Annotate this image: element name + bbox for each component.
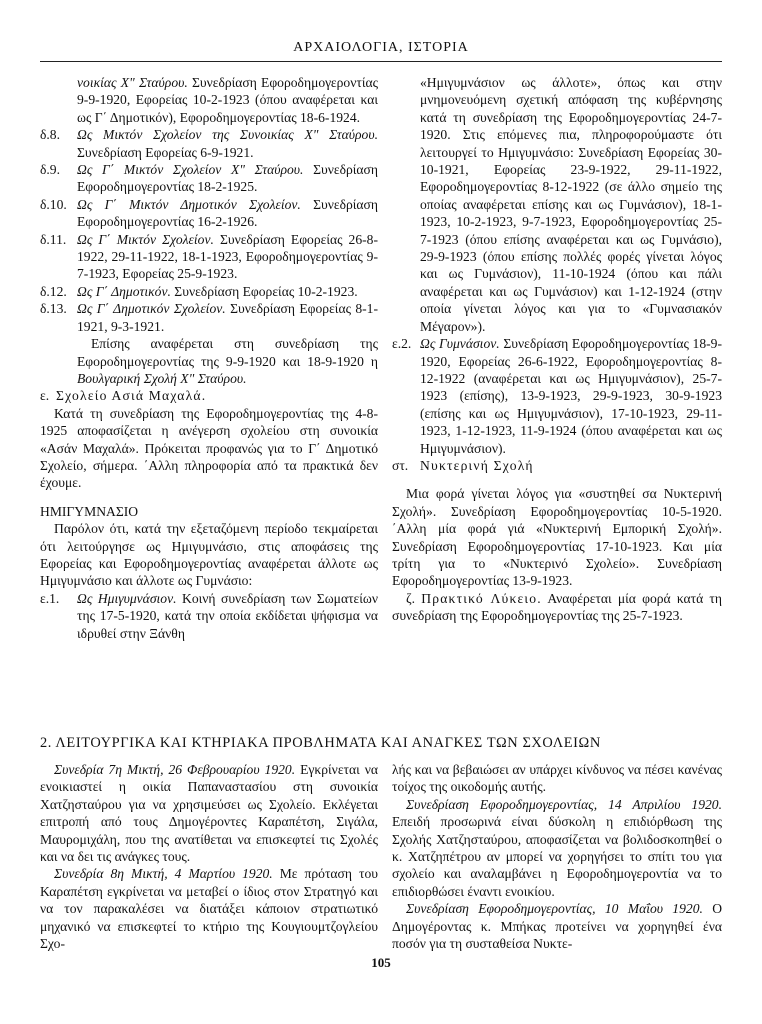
list-item (40, 300, 378, 387)
right-column-top (392, 74, 722, 625)
paragraph (40, 761, 378, 865)
item-body: Συνεδρίαση Εφορείας 6-9-1921. (77, 144, 254, 160)
item-text (420, 335, 722, 457)
item-label: ε. (40, 388, 50, 404)
list-item (40, 126, 378, 161)
item-label: δ.10. (40, 196, 67, 212)
item-label: ε.1. (40, 590, 60, 606)
note-text: Επίσης αναφέρεται στη συνεδρίαση της Εφοροδημογεροντίας της 9-9-1920 και 18-9-1920 η (77, 336, 378, 369)
item-label: στ. (392, 457, 409, 473)
paragraph (392, 796, 722, 900)
item-title: Ως Γ΄ Δημοτικόν. (77, 283, 171, 299)
item-label: δ.13. (40, 301, 67, 317)
item-text (77, 300, 378, 387)
list-item (40, 196, 378, 231)
item-label: ζ. (406, 590, 416, 606)
item-body: Κοινή συνεδρίαση των Σωματείων της 17-5-1920, κατά την οποία εκδίδεται ψήφισμα να ιδρυθεί στην Ξάνθη (77, 590, 378, 641)
header-rule (40, 61, 722, 62)
item-label: δ.12. (40, 283, 67, 299)
list-item (40, 231, 378, 283)
item-title: Ως Γ΄ Δημοτικόν Σχολείον. (77, 301, 226, 317)
italic-phrase: Συνεδρία 7η Μικτή, 26 Φεβρουαρίου 1920. (54, 762, 296, 777)
italic-phrase: Συνεδρία 8η Μικτή, 4 Μαρτίου 1920. (54, 866, 273, 882)
continued-paragraph: «Ημιγυμνάσιον ως άλλοτε», όπως και στην μνημονευόμενη σχετική απόφαση της κυβέρνησης κατά τη συνεδρίαση της Εφοροδημογεροντίας 24-7-1920. Στις επόμενες πια, πληροφορούμαστε ότι λειτουργεί το Ημιγυμνάσιο: Συνεδρίαση Εφορείας 30-10-1921, Εφορείας 23-9-1922, 29-11-1922, Εφοροδημογεροντίας 8-12-1922 (σε άλλο σημείο της οποίας αναφέρεται επίσης και ως Γυμνάσιον), 18-1-1923, 10-2-1923, 9-7-1923, Εφοροδημογεροντίας 25-7-1923 (όπου επίσης αναφέρεται και ως Γυμνάσιο), 29-9-1923 (όπου επίσης πολλές φορές γίνεται λόγος και ως Γυμνάσιον), 11-10-1924 (όπου και πάλι αναφέρεται και ως Γυμνάσιον) και 1-12-1924 (στην οποία γίνεται λόγος και για το «Γυμνασιακόν Μέγαρον»). (420, 75, 722, 334)
item-title: Σχολείο Ασιά Μαχαλά. (56, 388, 207, 404)
list-item (392, 335, 722, 457)
item-body: Συνεδρίαση Εφορείας 26-8-1922, 29-11-1922, 18-1-1923, Εφοροδημογεροντίας 9-7-1923, Εφορείας 25-9-1923. (77, 231, 378, 282)
item-text (77, 126, 378, 161)
paragraph-text: Επειδή προσωρινά είναι δύσκολη η επιδιόρθωση της Σχολής Χατζησταύρου, αποφασίζεται να βολιδοσκοπηθεί ο κ. Χατζηπέτρου αν μπορεί να χορηγήσει το σπίτι του για σχολείο και αναλαμβάνει η Εφοροδημογεροντία να το επιδιορθώσει έναντι ενοικίου. (392, 814, 722, 899)
item-text (77, 283, 378, 300)
continued-paragraph: λής και να βεβαιώσει αν υπάρχει κίνδυνος να πέσει κανένας τοίχος της οικοδομής αυτής. (392, 762, 722, 795)
list-item (40, 590, 378, 642)
item-body: Συνεδρίαση Εφοροδημογεροντίας 16-2-1926. (77, 196, 378, 230)
paragraph-text: Εγκρίνεται να ενοικιαστεί η οικία Παπαναστασίου στη συνοικία Χατζησταύρου για να χρησιμεύσει ως Σχολείο. Εκλέγεται επιτροπή από τους Δημογέροντες Καραπέτση, Σιγάλα, Μαυρομιχάλη, που της ανατίθεται να επισκεφτεί τις Σχολές και να δει τις ανάγκες τους. (40, 762, 378, 865)
list-item (40, 283, 378, 300)
item-title: Πρακτικό Λύκειο. (421, 590, 542, 606)
italic-phrase: νοικίας Χ" Σταύρου. (77, 75, 188, 90)
italic-phrase: Συνεδρίαση Εφοροδημογεροντίας, 14 Απριλίου 1920. (406, 796, 722, 812)
item-label: δ.9. (40, 162, 60, 178)
item-title: Ως Μικτόν Σχολείον της Συνοικίας Χ" Σταύρου. (77, 127, 378, 143)
note-italic: Βουλγαρική Σχολή Χ" Σταύρου. (77, 370, 247, 386)
italic-phrase: Συνεδρίαση Εφοροδημογεροντίας, 10 Μαΐου 1920. (406, 901, 703, 917)
item-title: Νυκτερινή Σχολή (420, 457, 534, 473)
item-body: Συνεδρίαση Εφοροδημογεροντίας 18-2-1925. (77, 162, 378, 195)
left-column-top (40, 74, 378, 642)
running-title: ΑΡΧΑΙΟΛΟΓΙΑ, ΙΣΤΟΡΙΑ (293, 40, 469, 55)
item-title: Ως Ημιγυμνάσιον. (77, 590, 177, 606)
paragraph-text: Συνεδρίαση Εφοροδημογεροντίας 9-9-1920, Εφορείας 10-2-1923 (όπου αναφέρεται και ως Γ΄ Δημοτικόν), Εφοροδημογεροντίας 18-6-1924. (77, 75, 378, 125)
item-label: ε.2. (392, 336, 412, 352)
paragraph: Μια φορά γίνεται λόγος για «συστηθεί σα Νυκτερινή Σχολή». Συνεδρίαση Εφοροδημογεροντίας 10-5-1920. ΄Αλλη μία φορά γιά «Νυκτερινή Εμπορική Σχολή». Συνεδρίαση Εφοροδημογεροντίας 17-10-1923. Και μία τρίτη για το «Νυκτερινό Σχολείο». Συνεδρίαση Εφοροδημογεροντίας 13-9-1923. (392, 486, 722, 589)
paragraph: Κατά τη συνεδρίαση της Εφοροδημογεροντίας της 4-8-1925 αποφασίζεται η ανέγερση σχολείου στη συνοικία «Ασάν Μαχαλά». Πρόκειται προφανώς για το Γ΄ Δημοτικό Σχολείο, σήμερα. ΄Αλλη πληροφορία από τα πρακτικά δεν έχουμε. (40, 405, 378, 491)
item-title: Ως Γ΄ Μικτόν Σχολείον Χ" Σταύρου. (77, 162, 304, 178)
item-text (77, 196, 378, 231)
section-heading: 2. ΛΕΙΤΟΥΡΓΙΚΑ ΚΑΙ ΚΤΗΡΙΑΚΑ ΠΡΟΒΛΗΜΑΤΑ ΚΑΙ ΑΝΑΓΚΕΣ ΤΩΝ ΣΧΟΛΕΙΩΝ (40, 735, 601, 751)
paragraph (392, 590, 722, 625)
section-st-heading (392, 457, 722, 474)
paragraph (40, 865, 378, 952)
item-body: Συνεδρίαση Εφορείας 8-1-1921, 9-3-1921. (77, 301, 378, 334)
section-e-heading (40, 387, 378, 404)
item-text (77, 161, 378, 196)
subheading: ΗΜΙΓΥΜΝΑΣΙΟ (40, 503, 139, 519)
spacer (40, 492, 378, 503)
paragraph: Παρόλον ότι, κατά την εξεταζόμενη περίοδο τεκμαίρεται ότι λειτούργησε ως Ημιγυμνάσιο, στις αποφάσεις της Εφορείας και Εφοροδημογεροντίας αναφέρεται άλλοτε ως Ημιγυμνάσιο και άλλοτε ως Γυμνάσιο: (40, 521, 378, 589)
item-body: Συνεδρίαση Εφοροδημογεροντίας 18-9-1920, Εφορείας 26-6-1922, Εφοροδημογεροντίας 8-12-1922 (αναφέρεται και ως Ημιγυμνάσιον), 25-7-1923 (επίσης), 13-9-1923, 29-9-1923, 30-9-1923 (επίσης και ως Ημιγυμνάσιον), 17-10-1923, 29-11-1923, 1-12-1923, 11-9-1924 (όπου αναφέρεται και ως Ημιγυμνάσιον). (420, 336, 722, 456)
page-number: 105 (371, 955, 391, 970)
right-column-bottom (392, 761, 722, 952)
item-title: Ως Γ΄ Μικτόν Σχολείον. (77, 231, 214, 247)
item-label: δ.11. (40, 231, 67, 247)
item-title: Ως Γ΄ Μικτόν Δημοτικόν Σχολείον. (77, 196, 301, 212)
continued-paragraph (40, 74, 378, 126)
item-body: Αναφέρεται μία φορά κατά τη συνεδρίαση της Εφοροδημογεροντίας της 25-7-1923. (392, 590, 723, 624)
item-body: Συνεδρίαση Εφορείας 10-2-1923. (170, 283, 358, 299)
item-text (77, 590, 378, 642)
spacer (392, 474, 722, 485)
item-label: δ.8. (40, 127, 60, 143)
item-note (77, 335, 378, 387)
item-title: Ως Γυμνάσιον. (420, 336, 500, 352)
paragraph (392, 900, 722, 952)
item-text (77, 231, 378, 283)
left-column-bottom (40, 761, 378, 952)
list-item (40, 161, 378, 196)
paragraph-text: Ο Δημογέροντας κ. Μπήκας προτείνει να χορηγηθεί ένα ποσόν για τη συσταθείσα Νυκτε- (392, 901, 723, 952)
paragraph-text: Με πρόταση του Καραπέτση εγκρίνεται να μεταβεί ο ίδιος στον Στρατηγό και να τον παρακαλέσει να διατάξει κάποιον στρατιωτικό μηχανικό να επισκεφτεί το κτήριο της Κουγιουμτζογλείου Σχο- (40, 866, 378, 952)
